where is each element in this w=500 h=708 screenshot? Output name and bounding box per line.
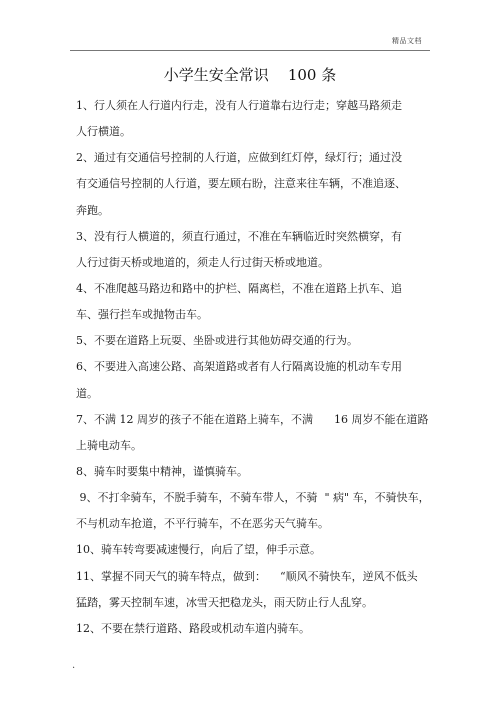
footer-mark: . <box>72 660 76 671</box>
text-line: 5、不要在道路上玩耍、坐卧或进行其他妨碍交通的行为。 <box>76 334 358 348</box>
text-line: 有交通信号控制的人行道，要左顾右盼，注意来往车辆，不准追逐、 <box>76 177 406 191</box>
text-line: 奔跑。 <box>76 203 109 217</box>
text-line: 10、骑车转弯要减速慢行，向后了望，伸手示意。 <box>76 543 321 557</box>
text-line: 11、掌握不同天气的骑车特点，做到： “顺风不骑快车，逆风不低头 <box>76 569 418 583</box>
text-line: 道。 <box>76 386 98 400</box>
text-line: 8、骑车时要集中精神，谨慎骑车。 <box>76 464 248 478</box>
text-line: 不与机动车抢道，不平行骑车，不在恶劣天气骑车。 <box>76 517 329 531</box>
text-line: 9、不打伞骑车，不脱手骑车，不骑车带人，不骑 " 病" 车，不骑快车， <box>76 491 430 505</box>
document-body <box>76 93 430 642</box>
header-label: 精品文档 <box>392 37 422 45</box>
text-line: 7、不满 12 周岁的孩子不能在道路上骑车，不满 16 周岁不能在道路 <box>76 412 429 426</box>
text-line: 人行过街天桥或地道的，须走人行过街天桥或地道。 <box>76 255 329 269</box>
text-line: 人行横道。 <box>76 125 131 139</box>
text-line: 猛踏，雾天控制车速，冰雪天把稳龙头，雨天防止行人乱穿。 <box>76 595 373 609</box>
document-title: 小学生安全常识 100 条 <box>163 66 337 84</box>
text-line: 车、强行拦车或抛物击车。 <box>76 308 208 322</box>
text-line: 上骑电动车。 <box>76 438 142 452</box>
text-line: 6、不要进入高速公路、高架道路或者有人行隔离设施的机动车专用 <box>76 360 402 374</box>
text-line: 4、不准爬越马路边和路中的护栏、隔离栏，不准在道路上扒车、追 <box>76 281 402 295</box>
header-divider <box>70 50 430 51</box>
text-line: 2、通过有交通信号控制的人行道，应做到红灯停，绿灯行；通过没 <box>76 151 402 165</box>
text-line: 3、没有行人横道的，须直行通过，不准在车辆临近时突然横穿，有 <box>76 229 402 243</box>
text-line: 1、行人须在人行道内行走，没有人行道靠右边行走；穿越马路须走 <box>76 99 402 112</box>
text-line: 12、不要在禁行道路、路段或机动车道内骑车。 <box>76 621 310 635</box>
